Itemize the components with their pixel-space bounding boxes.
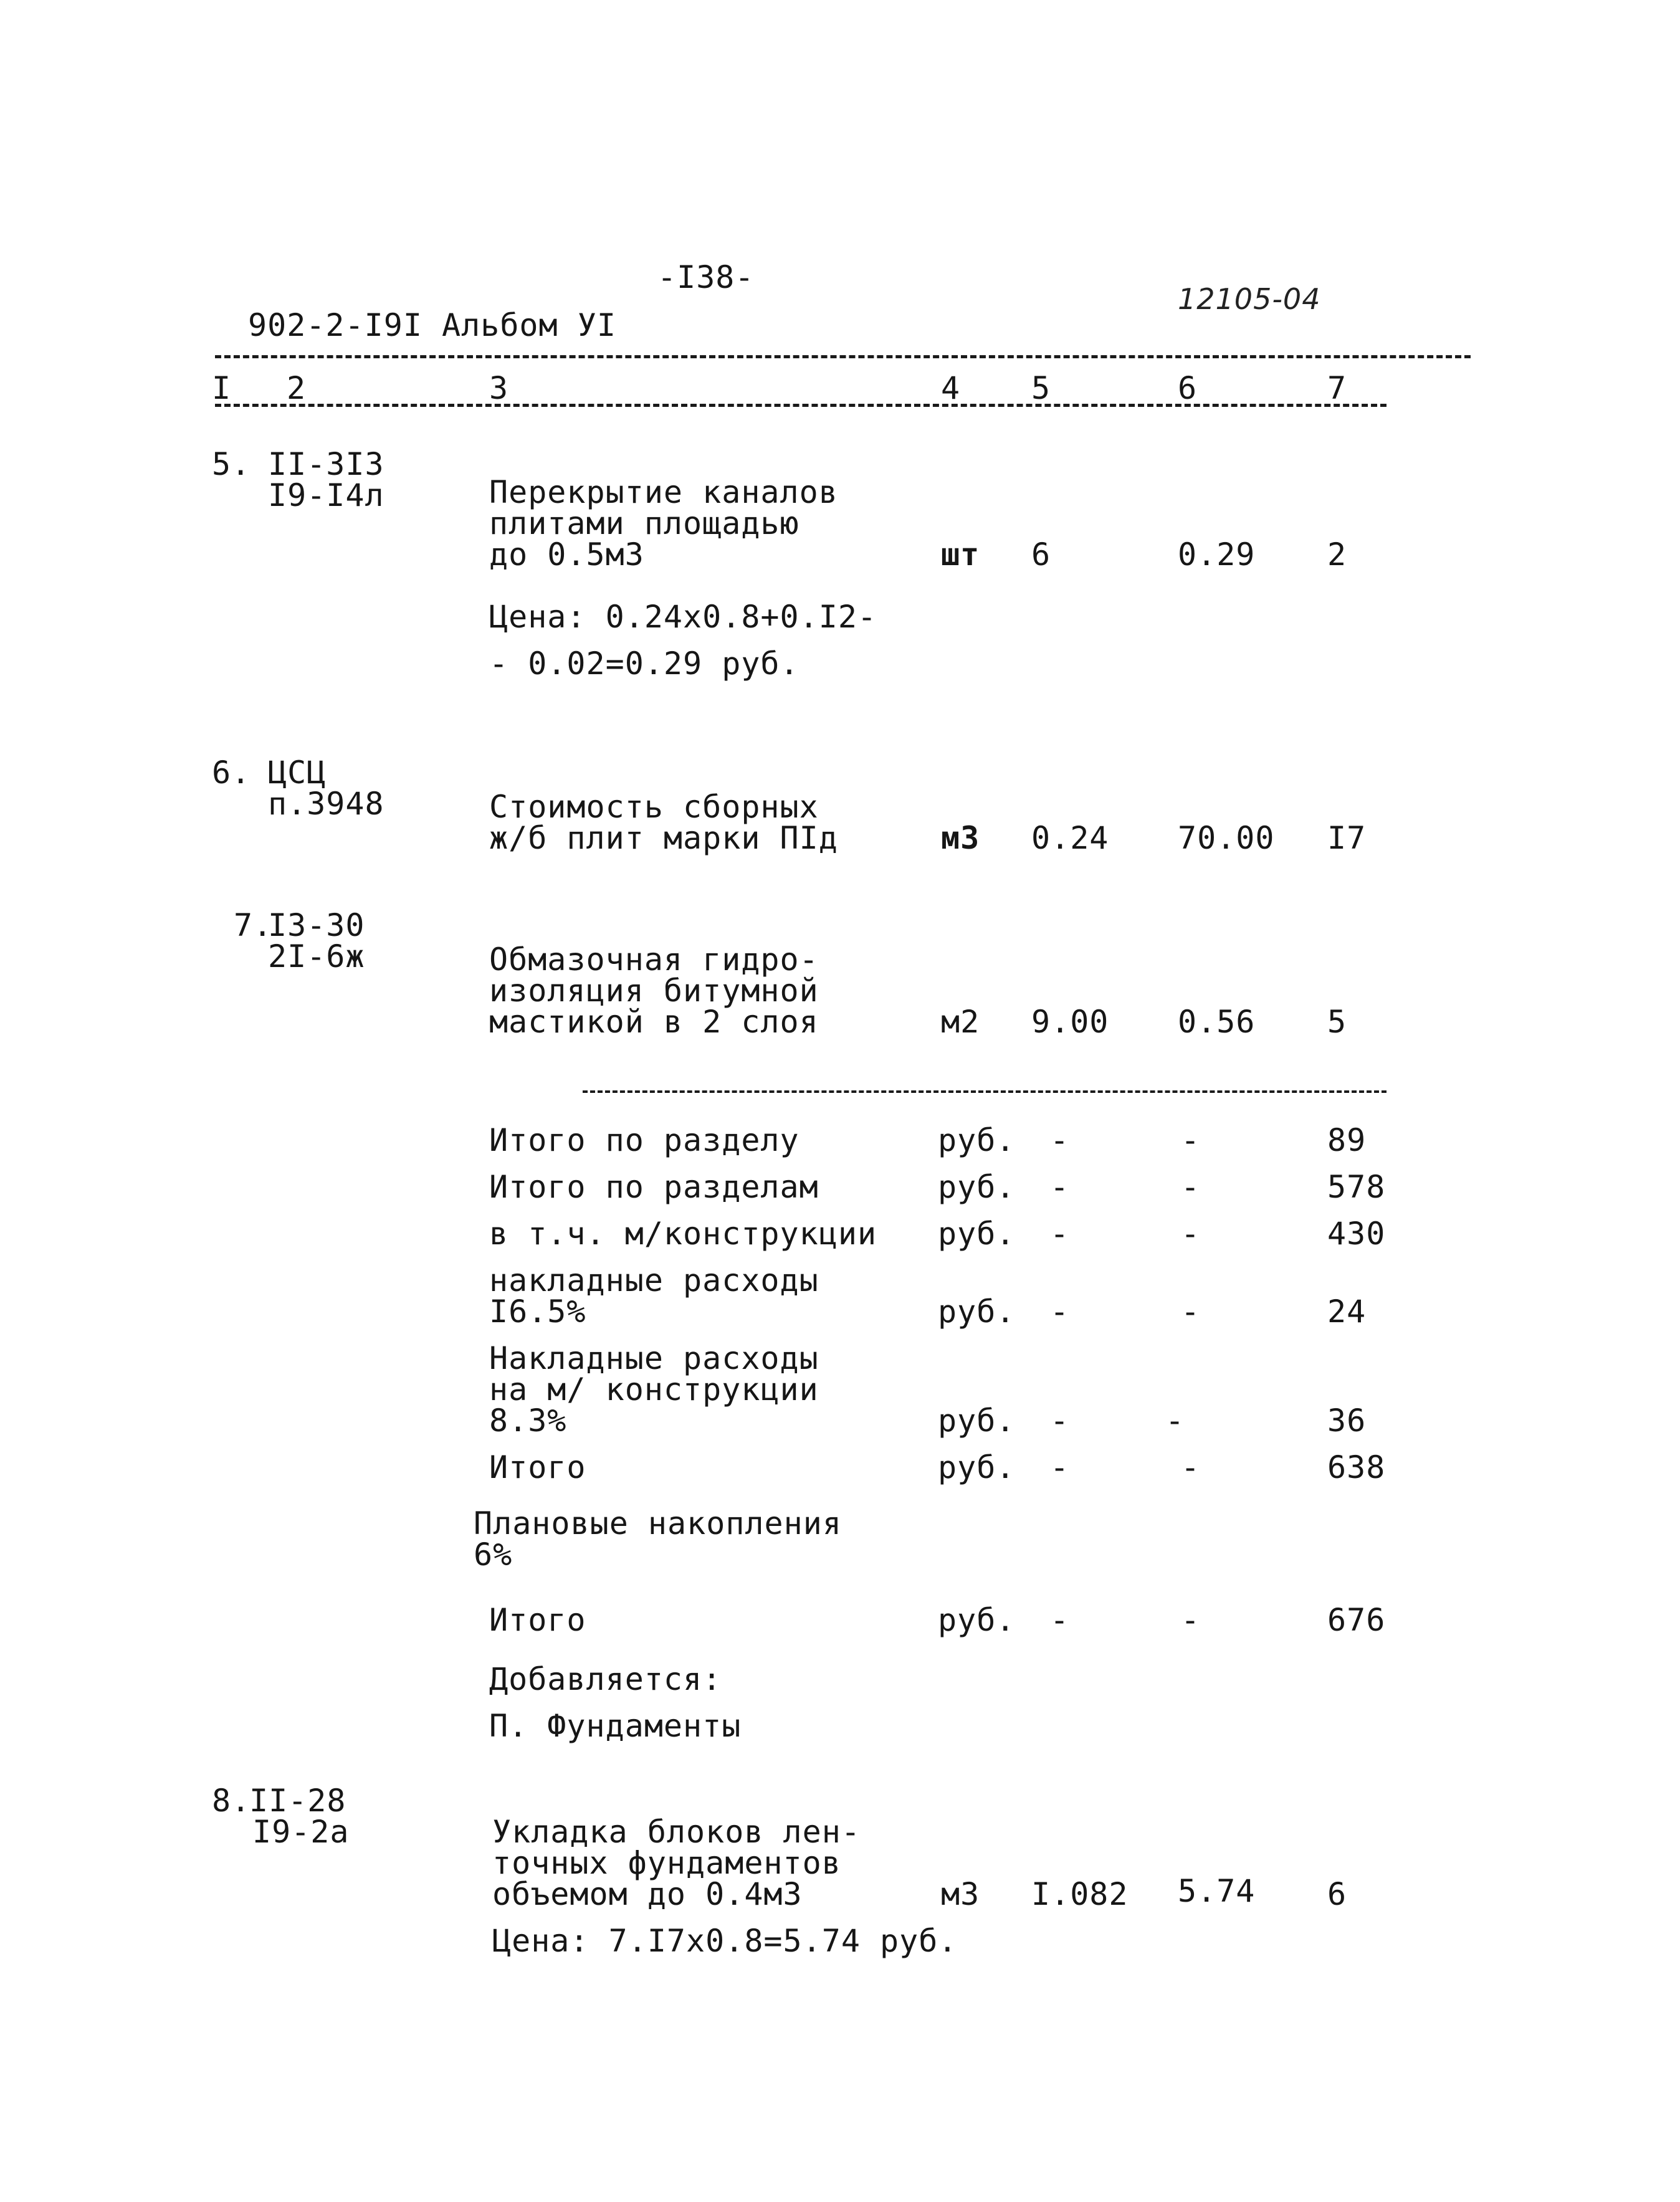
- column-header-4: 4: [941, 370, 961, 406]
- summary-col5: -: [1050, 1122, 1070, 1158]
- row-quantity: 0.24: [1031, 820, 1109, 856]
- code-line: I9-I4л: [268, 477, 384, 513]
- summary-label-line: Накладные расходы: [489, 1340, 819, 1376]
- column-header-6: 6: [1178, 370, 1198, 406]
- summary-col5: -: [1050, 1449, 1070, 1485]
- code-line: II-3I3: [268, 446, 384, 482]
- row-number: 5.: [212, 446, 251, 482]
- row-description: [492, 1816, 861, 1910]
- summary-label: [474, 1505, 842, 1573]
- column-header-2: 2: [287, 370, 307, 406]
- row-total: I7: [1327, 820, 1367, 856]
- description-line: Укладка блоков лен-: [492, 1814, 861, 1850]
- summary-col6: -: [1181, 1294, 1201, 1330]
- summary-total: 36: [1327, 1403, 1367, 1439]
- summary-label: в т.ч. м/конструкции: [489, 1216, 877, 1252]
- summary-label: [489, 1262, 819, 1330]
- description-line: Перекрытие каналов: [489, 474, 838, 510]
- row-description: [489, 474, 838, 573]
- summary-total: 89: [1327, 1122, 1367, 1158]
- summary-label-line: Плановые накопления: [474, 1505, 842, 1542]
- summary-label-line: накладные расходы: [489, 1262, 819, 1299]
- row-price: 5.74: [1178, 1873, 1256, 1909]
- summary-label: Итого по разделам: [489, 1169, 819, 1205]
- description-line: Стоимость сборных: [489, 789, 819, 825]
- row-quantity: I.082: [1031, 1876, 1129, 1912]
- description-line: изоляция битумной: [489, 973, 819, 1009]
- code-line: п.3948: [268, 786, 384, 822]
- summary-label: Итого по разделу: [489, 1122, 799, 1158]
- row-number: 7.: [234, 907, 273, 943]
- summary-label: Итого: [489, 1602, 586, 1638]
- summary-col5: -: [1050, 1602, 1070, 1638]
- code-line: I3-30: [268, 907, 365, 943]
- summary-col6: -: [1165, 1403, 1185, 1439]
- row-code: [268, 755, 384, 822]
- summary-unit: руб.: [938, 1449, 1016, 1485]
- row-unit: м3: [941, 1876, 980, 1912]
- summary-col6: -: [1181, 1216, 1201, 1252]
- description-line: объемом до 0.4м3: [492, 1876, 803, 1912]
- summary-col5: -: [1050, 1169, 1070, 1205]
- code-line: I9-2а: [252, 1814, 350, 1850]
- summary-label-line: 8.3%: [489, 1403, 567, 1439]
- description-line: ж/б плит марки ПIд: [489, 820, 838, 856]
- description-line: точных фундаментов: [492, 1845, 841, 1881]
- page-number: -I38-: [657, 259, 755, 295]
- description-line: мастикой в 2 слоя: [489, 1004, 819, 1040]
- price-note: Цена: 7.I7x0.8=5.74 руб.: [492, 1923, 958, 1959]
- row-price: 0.56: [1178, 1004, 1256, 1040]
- row-description: [489, 791, 838, 854]
- summary-label-line: 6%: [474, 1537, 513, 1573]
- row-quantity: 9.00: [1031, 1004, 1109, 1040]
- summary-col5: -: [1050, 1216, 1070, 1252]
- summary-label: [489, 1340, 819, 1439]
- summary-unit: руб.: [938, 1403, 1016, 1439]
- code-line: 2I-6ж: [268, 938, 365, 975]
- summary-unit: руб.: [938, 1216, 1016, 1252]
- summary-total: 676: [1327, 1602, 1386, 1638]
- row-unit: м3: [941, 820, 980, 856]
- column-header-3: 3: [489, 370, 509, 406]
- summary-col6: -: [1181, 1602, 1201, 1638]
- code-line: ЦСЦ: [268, 755, 327, 791]
- summary-unit: руб.: [938, 1122, 1016, 1158]
- section-title: П. Фундаменты: [489, 1708, 742, 1744]
- summary-col6: -: [1181, 1122, 1201, 1158]
- archive-number: 12105-04: [1178, 282, 1321, 316]
- row-quantity: 6: [1031, 536, 1051, 573]
- description-line: до 0.5м3: [489, 536, 644, 573]
- addition-label: Добавляется:: [489, 1661, 722, 1697]
- row-number: 6.: [212, 755, 251, 791]
- subtotal-rule: [583, 1090, 1386, 1093]
- summary-total: 638: [1327, 1449, 1386, 1485]
- summary-total: 578: [1327, 1169, 1386, 1205]
- row-price: 70.00: [1178, 820, 1275, 856]
- summary-col6: -: [1181, 1169, 1201, 1205]
- column-header-rule: [215, 404, 1386, 407]
- document-reference: 902-2-I9I Альбом УI: [248, 307, 616, 343]
- summary-col5: -: [1050, 1294, 1070, 1330]
- row-code: [249, 1783, 350, 1850]
- price-note: - 0.02=0.29 руб.: [489, 646, 799, 682]
- column-header-7: 7: [1327, 370, 1347, 406]
- header-top-rule: [215, 355, 1471, 358]
- price-note: Цена: 0.24x0.8+0.I2-: [489, 599, 877, 635]
- description-line: Обмазочная гидро-: [489, 941, 819, 978]
- description-line: плитами площадью: [489, 505, 799, 541]
- summary-label-line: на м/ конструкции: [489, 1371, 819, 1408]
- row-description: [489, 941, 819, 1040]
- row-code: [268, 446, 384, 513]
- summary-col5: -: [1050, 1403, 1070, 1439]
- column-header-1: I: [212, 370, 232, 406]
- row-unit: шт: [941, 536, 980, 573]
- summary-col6: -: [1181, 1449, 1201, 1485]
- summary-unit: руб.: [938, 1602, 1016, 1638]
- summary-label: Итого: [489, 1449, 586, 1485]
- summary-unit: руб.: [938, 1169, 1016, 1205]
- summary-label-line: I6.5%: [489, 1294, 586, 1330]
- row-unit: м2: [941, 1004, 980, 1040]
- row-code: [268, 907, 365, 975]
- summary-total: 24: [1327, 1294, 1367, 1330]
- row-total: 6: [1327, 1876, 1347, 1912]
- row-number: 8.: [212, 1783, 251, 1819]
- row-total: 2: [1327, 536, 1347, 573]
- row-price: 0.29: [1178, 536, 1256, 573]
- column-header-5: 5: [1031, 370, 1051, 406]
- code-line: II-28: [249, 1783, 346, 1819]
- summary-total: 430: [1327, 1216, 1386, 1252]
- row-total: 5: [1327, 1004, 1347, 1040]
- summary-unit: руб.: [938, 1294, 1016, 1330]
